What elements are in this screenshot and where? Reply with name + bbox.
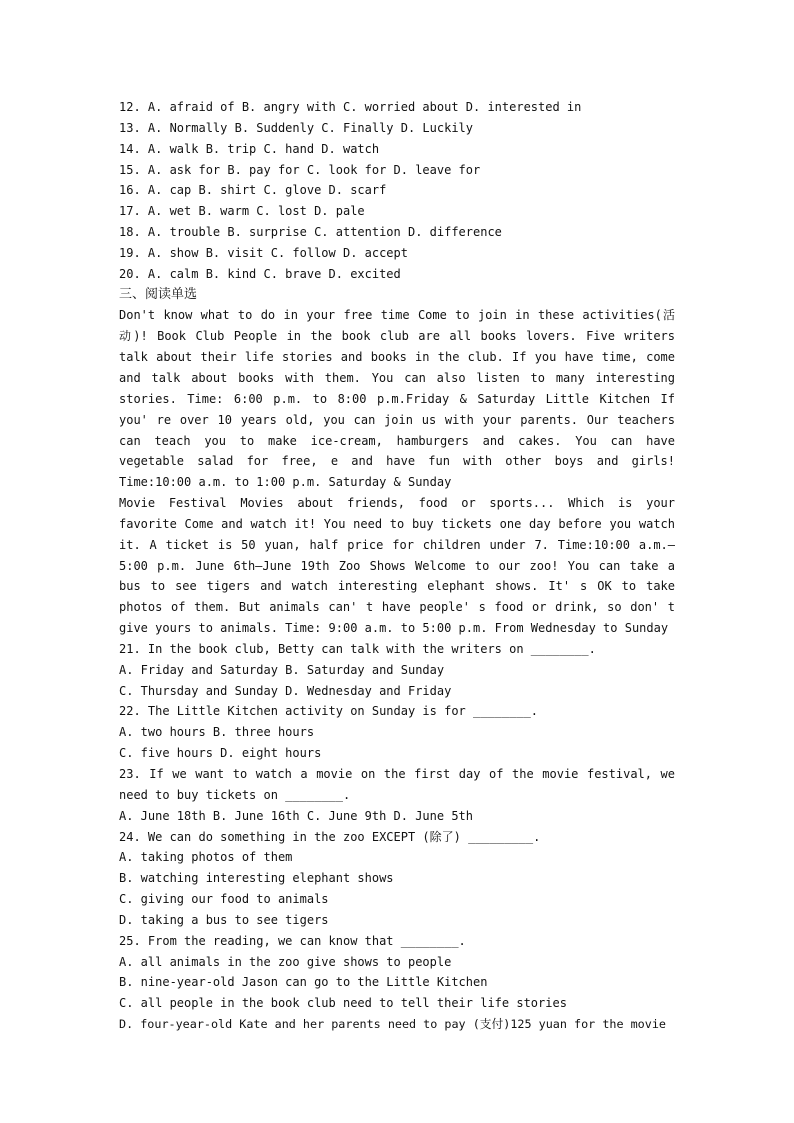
question-option: A. June 18th B. June 16th C. June 9th D. June 5th	[119, 808, 474, 823]
reading-passage: Don't know what to do in your free time Come to join in these activities(活动)! Book Club People in the book club are all books lovers. Five writers talk about their life stories and books in the club. If you have time, come and talk about books with them. You can also listen to many interesting stories. Time: 6:00 p.m. to 8:00 p.m.Friday & Saturday Little Kitchen If you' re over 10 years old, you can join us with your parents. Our teachers can teach you to make ice-cream, hamburgers and cakes. You can have vegetable salad for free, e and have fun with other boys and girls! Time:10:00 a.m. to 1:00 p.m. Saturday & Sunday	[119, 308, 675, 490]
cloze-option-line: 20. A. calm B. kind C. brave D. excited	[119, 266, 401, 281]
question-option: D. taking a bus to see tigers	[119, 912, 329, 927]
document-page	[119, 97, 675, 1035]
question-option: C. five hours D. eight hours	[119, 746, 322, 761]
question-option: C. giving our food to animals	[119, 892, 329, 907]
question-option: D. four-year-old Kate and her parents need to pay (支付)125 yuan for the movie	[119, 1017, 666, 1032]
question-stem: 25. From the reading, we can know that ________.	[119, 933, 466, 948]
question-stem: 23. If we want to watch a movie on the first day of the movie festival, we need to buy tickets on ________.	[119, 767, 675, 802]
question-option: A. two hours B. three hours	[119, 725, 315, 740]
question-stem: 22. The Little Kitchen activity on Sunday is for ________.	[119, 704, 539, 719]
question-option: A. all animals in the zoo give shows to people	[119, 954, 452, 969]
cloze-option-line: 17. A. wet B. warm C. lost D. pale	[119, 204, 365, 219]
cloze-option-line: 14. A. walk B. trip C. hand D. watch	[119, 141, 380, 156]
cloze-option-line: 13. A. Normally B. Suddenly C. Finally D. Luckily	[119, 120, 474, 135]
question-option: C. Thursday and Sunday D. Wednesday and Friday	[119, 683, 452, 698]
question-option: A. taking photos of them	[119, 850, 293, 865]
cloze-option-line: 16. A. cap B. shirt C. glove D. scarf	[119, 183, 387, 198]
section-title: 三、阅读单选	[119, 286, 198, 302]
cloze-option-line: 19. A. show B. visit C. follow D. accept	[119, 245, 408, 260]
question-option: B. watching interesting elephant shows	[119, 871, 394, 886]
question-stem: 21. In the book club, Betty can talk with the writers on ________.	[119, 641, 596, 656]
reading-passage: Movie Festival Movies about friends, food or sports... Which is your favorite Come and watch it! You need to buy tickets one day before you watch it. A ticket is 50 yuan, half price for children under 7. Time:10:00 a.m.—5:00 p.m. June 6th—June 19th Zoo Shows Welcome to our zoo! You can take a bus to see tigers and watch interesting elephant shows. It' s OK to take photos of them. But animals can' t have people' s food or drink, so don' t give yours to animals. Time: 9:00 a.m. to 5:00 p.m. From Wednesday to Sunday	[119, 496, 675, 636]
cloze-option-line: 18. A. trouble B. surprise C. attention D. difference	[119, 225, 502, 240]
question-option: B. nine-year-old Jason can go to the Little Kitchen	[119, 975, 488, 990]
question-option: A. Friday and Saturday B. Saturday and Sunday	[119, 662, 445, 677]
question-option: C. all people in the book club need to tell their life stories	[119, 996, 567, 1011]
question-stem: 24. We can do something in the zoo EXCEPT (除了) _________.	[119, 829, 541, 844]
cloze-option-line: 12. A. afraid of B. angry with C. worried about D. interested in	[119, 100, 582, 114]
cloze-option-line: 15. A. ask for B. pay for C. look for D. leave for	[119, 162, 481, 177]
